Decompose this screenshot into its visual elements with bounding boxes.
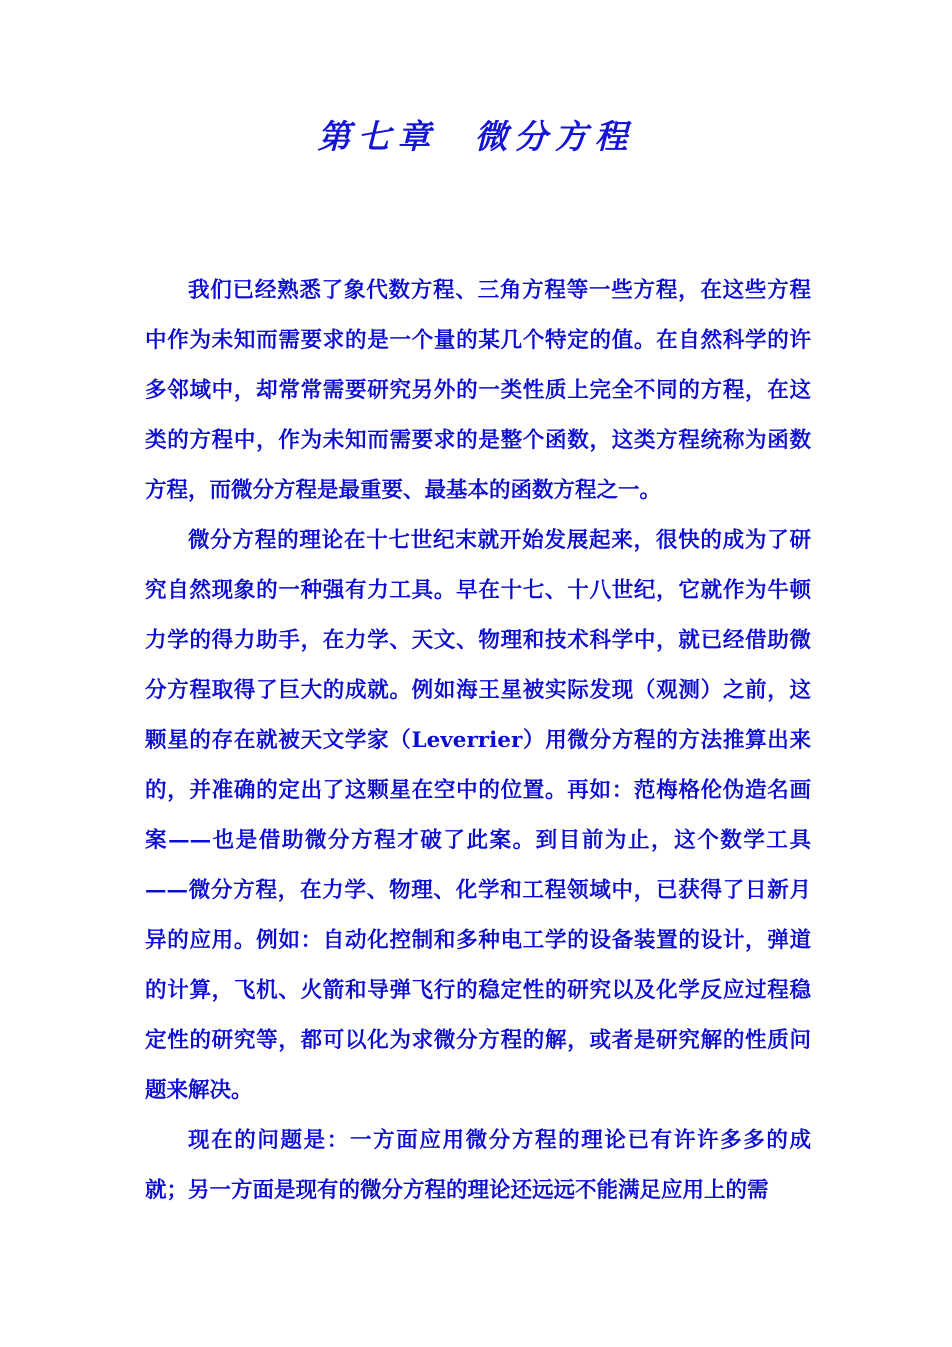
- paragraph: 现在的问题是：一方面应用微分方程的理论已有许许多多的成就；另一方面是现有的微分方程的理论还远远不能满足应用上的需: [145, 1128, 811, 1203]
- chapter-title: 第七章 微分方程: [317, 117, 635, 156]
- document-body: [145, 266, 811, 1216]
- paragraph: 我们已经熟悉了象代数方程、三角方程等一些方程，在这些方程中作为未知而需要求的是一个量的某几个特定的值。在自然科学的许多邻域中，却常常需要研究另外的一类性质上完全不同的方程，在这类的方程中，作为未知而需要求的是整个函数，这类方程统称为函数方程，而微分方程是最重要、最基本的函数方程之一。: [145, 278, 811, 503]
- paragraph: 微分方程的理论在十七世纪末就开始发展起来，很快的成为了研究自然现象的一种强有力工具。早在十七、十八世纪，它就作为牛顿力学的得力助手，在力学、天文、物理和技术科学中，就已经借助微分方程取得了巨大的成就。例如海王星被实际发现（观测）之前，这颗星的存在就被天文学家（Leverrier）用微分方程的方法推算出来的，并准确的定出了这颗星在空中的位置。再如：范梅格伦伪造名画案——也是借助微分方程才破了此案。到目前为止，这个数学工具——微分方程，在力学、物理、化学和工程领域中，已获得了日新月异的应用。例如：自动化控制和多种电工学的设备装置的设计，弹道的计算，飞机、火箭和导弹飞行的稳定性的研究以及化学反应过程稳定性的研究等，都可以化为求微分方程的解，或者是研究解的性质问题来解决。: [145, 528, 811, 1103]
